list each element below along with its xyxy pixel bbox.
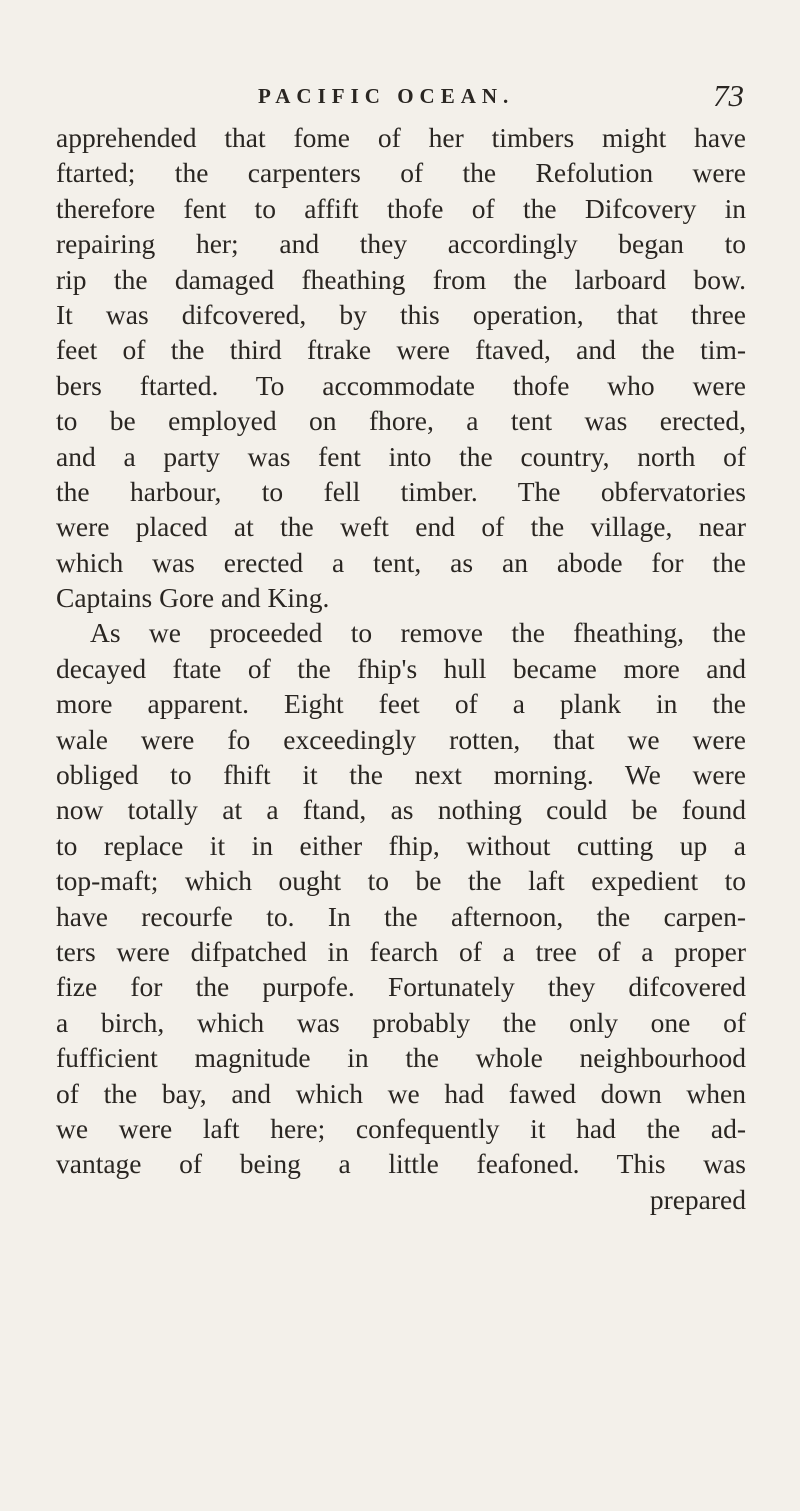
text-line: which was erected a tent, as an abode for the [56,546,746,578]
text-line: bers ftarted. To accommodate thofe who were [56,369,746,401]
running-head: PACIFIC OCEAN. [258,84,515,108]
text-line: wale were fo exceedingly rotten, that we were [56,723,746,755]
text-line: now totally at a ftand, as nothing could be found [56,794,746,826]
text-line: we were laft here; confequently it had the ad- [56,1112,746,1144]
text-line: It was difcovered, by this operation, that three [56,298,746,330]
text-line: ftarted; the carpenters of the Refolution were [56,157,746,189]
text-line: As we proceeded to remove the fheathing, the [90,617,746,649]
text-line: to be employed on fhore, a tent was erected, [56,405,746,437]
text-line: Captains Gore and King. [56,582,330,614]
text-line: fize for the purpofe. Fortunately they difcovered [56,971,746,1003]
page-number: 73 [713,78,744,113]
text-line: apprehended that fome of her timbers might have [56,122,746,153]
text-line: of the bay, and which we had fawed down when [56,1077,746,1109]
text-line: more apparent. Eight feet of a plank in the [56,688,746,720]
text-line: and a party was fent into the country, north of [56,440,746,472]
text-line: were placed at the weft end of the village, near [56,511,746,543]
text-line: have recourfe to. In the afternoon, the carpen- [56,900,746,932]
page-header [0,78,800,118]
text-line: feet of the third ftrake were ftaved, and the tim- [56,334,746,366]
text-line: repairing her; and they accordingly began to [56,228,746,260]
text-line: top-maft; which ought to be the laft expedient to [56,865,746,897]
text-line: obliged to fhift it the next morning. We were [56,759,746,791]
text-line: ters were difpatched in fearch of a tree of a proper [56,935,746,967]
text-line: vantage of being a little feafoned. This was [56,1148,746,1180]
text-line: to replace it in either fhip, without cutting up a [56,829,746,861]
text-line: fufficient magnitude in the whole neighbourhood [56,1042,746,1074]
text-line: rip the damaged fheathing from the larboard bow. [56,263,746,295]
body-text [56,120,746,1217]
text-line: a birch, which was probably the only one of [56,1006,746,1038]
text-line: the harbour, to fell timber. The obfervatories [56,475,746,507]
text-line: decayed ftate of the fhip's hull became more and [56,652,746,684]
text-line: therefore fent to affift thofe of the Difcovery in [56,192,746,224]
catchword: prepared [649,1183,746,1215]
